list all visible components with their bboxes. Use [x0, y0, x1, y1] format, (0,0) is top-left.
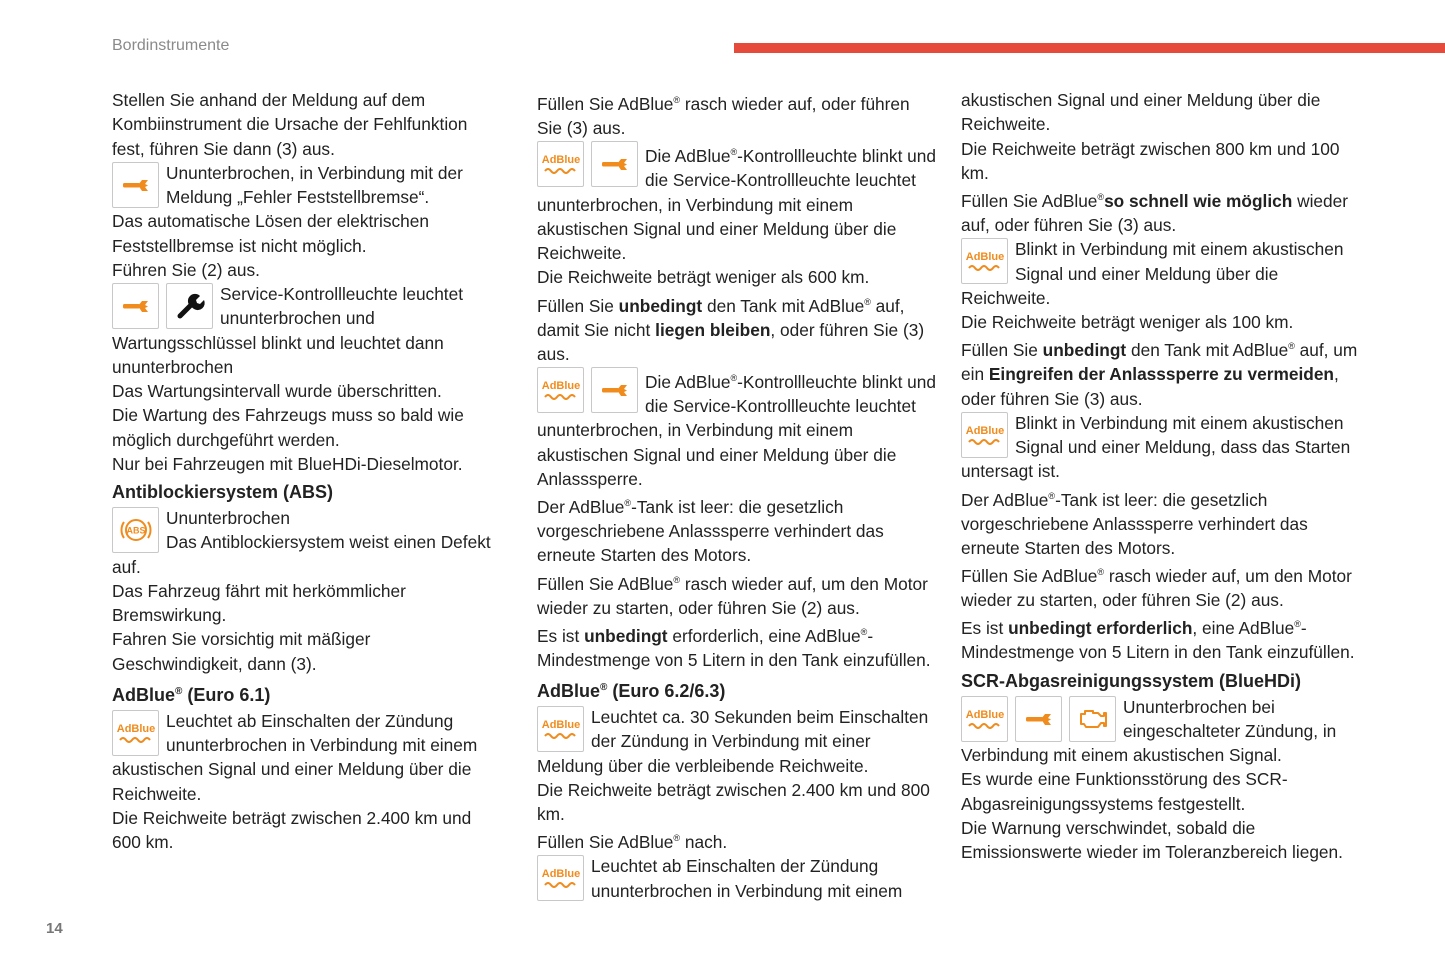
warning-icon-group: [112, 507, 159, 553]
paragraph: Das Wartungsintervall wurde überschritten.: [112, 381, 442, 401]
warning-icon-group: [961, 238, 1008, 284]
warning-icon-group: [961, 696, 1116, 742]
engine-warning-icon: [1069, 696, 1116, 742]
warning-icon-group: [112, 710, 159, 756]
service-wrench-orange-icon: [591, 141, 638, 187]
paragraph: Die AdBlue®-Kontrollleuchte blinkt und die Service-Kontrollleuchte leuchtet ununterbrochen, in Verbindung mit einem akustischen Signal und einer Meldung über die Anlasssperre.: [537, 371, 937, 489]
paragraph: Füllen Sie unbedingt den Tank mit AdBlue® auf, damit Sie nicht liegen bleiben, oder führen Sie (3) aus.: [537, 295, 925, 364]
adblue-warning-icon: [537, 141, 584, 187]
warning-icon-group: [537, 367, 638, 413]
paragraph: Nur bei Fahrzeugen mit BlueHDi-Dieselmotor.: [112, 453, 463, 474]
warning-icon-group: [961, 412, 1008, 458]
paragraph: Es wurde eine Funktionsstörung des SCR-Abgasreinigungssystems festgestellt.: [961, 769, 1288, 814]
paragraph: Füllen Sie AdBlue® rasch wieder auf, um den Motor wieder zu starten, oder führen Sie (2) aus.: [961, 565, 1352, 611]
paragraph: Die Reichweite beträgt zwischen 2.400 km und 600 km.: [112, 807, 472, 852]
warning-icon-group: [537, 141, 638, 187]
svg-text:AdBlue: AdBlue: [541, 154, 580, 167]
svg-text:AdBlue: AdBlue: [116, 722, 155, 735]
paragraph: Füllen Sie AdBlue®so schnell wie möglich wieder auf, oder führen Sie (3) aus.: [961, 190, 1349, 236]
paragraph: Blinkt in Verbindung mit einem akustischen Signal und einer Meldung über die Reichweite.: [961, 239, 1344, 308]
svg-text:AdBlue: AdBlue: [965, 251, 1004, 264]
paragraph: Ununterbrochen bei eingeschalteter Zündung, in Verbindung mit einem akustischen Signal.: [961, 696, 1337, 766]
warning-icon-group: [537, 706, 584, 752]
paragraph: Die Reichweite beträgt weniger als 600 km.: [537, 267, 870, 288]
header-accent-bar: [734, 43, 1445, 53]
adblue-warning-icon: [112, 710, 159, 756]
svg-text:AdBlue: AdBlue: [541, 868, 580, 881]
adblue-warning-icon: [537, 367, 584, 413]
column-3: [961, 88, 1366, 864]
service-wrench-orange-icon: [112, 162, 159, 208]
paragraph: Fahren Sie vorsichtig mit mäßiger Geschwindigkeit, dann (3).: [112, 629, 371, 674]
paragraph: Leuchtet ab Einschalten der Zündung ununterbrochen in Verbindung mit einem: [591, 856, 903, 901]
paragraph: Die Wartung des Fahrzeugs muss so bald wie möglich durchgeführt werden.: [112, 405, 464, 450]
paragraph: Die Reichweite beträgt weniger als 100 km.: [961, 312, 1294, 333]
warning-icon-group: [112, 283, 213, 329]
paragraph: Leuchtet ca. 30 Sekunden beim Einschalten der Zündung in Verbindung mit einer Meldung über die verbleibende Reichweite.: [537, 707, 929, 776]
service-wrench-orange-icon: [1015, 696, 1062, 742]
paragraph: Füllen Sie AdBlue® rasch wieder auf, oder führen Sie (3) aus.: [537, 93, 910, 139]
paragraph: Das Antiblockiersystem weist einen Defekt auf.: [112, 532, 491, 577]
warning-icon-group: [537, 855, 584, 901]
paragraph: Das automatische Lösen der elektrischen Feststellbremse ist nicht möglich.: [112, 211, 429, 256]
adblue-warning-icon: [961, 412, 1008, 458]
maintenance-spanner-icon: [166, 283, 213, 329]
abs-icon-label: ABS: [125, 525, 146, 536]
paragraph: Die Reichweite beträgt zwischen 2.400 km und 800 km.: [537, 779, 930, 825]
column-2: [537, 88, 937, 903]
column-1: [112, 88, 502, 854]
paragraph: Der AdBlue®-Tank ist leer: die gesetzlich vorgeschriebene Anlasssperre verhindert das erneute Starten des Motors.: [537, 496, 884, 566]
paragraph: Die Warnung verschwindet, sobald die Emissionswerte wieder im Toleranzbereich liegen.: [961, 817, 1343, 863]
paragraph: Der AdBlue®-Tank ist leer: die gesetzlich vorgeschriebene Anlasssperre verhindert das erneute Starten des Motors.: [961, 489, 1308, 558]
adblue-warning-icon: [537, 706, 584, 752]
section-heading-abs: Antiblockiersystem (ABS): [112, 482, 334, 502]
page-header-title: Bordinstrumente: [112, 37, 230, 54]
paragraph: Führen Sie (2) aus.: [112, 259, 260, 280]
paragraph: akustischen Signal und einer Meldung über die Reichweite.: [961, 90, 1321, 135]
service-wrench-orange-icon: [591, 367, 638, 413]
svg-text:AdBlue: AdBlue: [541, 719, 580, 732]
paragraph: Blinkt in Verbindung mit einem akustischen Signal und einer Meldung, dass das Starten untersagt ist.: [961, 412, 1351, 482]
section-heading-scr: SCR-Abgasreinigungssystem (BlueHDi): [961, 670, 1302, 691]
abs-warning-icon: [112, 507, 159, 553]
adblue-warning-icon: [961, 696, 1008, 742]
section-heading-adblue-euro62: AdBlue® (Euro 6.2/6.3): [537, 681, 726, 702]
paragraph: Füllen Sie unbedingt den Tank mit AdBlue® auf, um ein Eingreifen der Anlasssperre zu vermeiden, oder führen Sie (3) aus.: [961, 340, 1358, 409]
warning-icon-group: [112, 162, 159, 208]
svg-text:AdBlue: AdBlue: [965, 708, 1004, 721]
svg-text:AdBlue: AdBlue: [541, 380, 580, 393]
paragraph: Füllen Sie AdBlue® rasch wieder auf, um den Motor wieder zu starten, oder führen Sie (2) aus.: [537, 573, 928, 618]
paragraph: Das Fahrzeug fährt mit herkömmlicher Bremswirkung.: [112, 580, 406, 625]
paragraph: Füllen Sie AdBlue® nach.: [537, 832, 728, 853]
paragraph: Service-Kontrollleuchte leuchtet ununterbrochen und Wartungsschlüssel blinkt und leuchtet dann ununterbrochen: [112, 284, 464, 377]
paragraph: Die AdBlue®-Kontrollleuchte blinkt und die Service-Kontrollleuchte leuchtet ununterbrochen, in Verbindung mit einem akustischen Signal und einer Meldung über die Reichweite.: [537, 146, 937, 264]
page-number: 14: [46, 920, 63, 937]
paragraph: Die Reichweite beträgt zwischen 800 km und 100 km.: [961, 138, 1340, 183]
paragraph: Es ist unbedingt erforderlich, eine AdBlue®-Mindestmenge von 5 Litern in den Tank einzufüllen.: [537, 625, 931, 670]
section-heading-adblue-euro61: AdBlue® (Euro 6.1): [112, 684, 271, 705]
adblue-warning-icon: [961, 238, 1008, 284]
paragraph: Stellen Sie anhand der Meldung auf dem Kombiinstrument die Ursache der Fehlfunktion fest, führen Sie dann (3) aus.: [112, 90, 468, 159]
paragraph: Ununterbrochen, in Verbindung mit der Meldung „Fehler Feststellbremse“.: [166, 162, 463, 207]
paragraph: Leuchtet ab Einschalten der Zündung ununterbrochen in Verbindung mit einem akustischen Signal und einer Meldung über die Reichweite.: [112, 710, 478, 804]
adblue-warning-icon: [537, 855, 584, 901]
paragraph: Es ist unbedingt erforderlich, eine AdBlue®-Mindestmenge von 5 Litern in den Tank einzufüllen.: [961, 618, 1355, 663]
svg-text:AdBlue: AdBlue: [965, 424, 1004, 437]
service-wrench-orange-icon: [112, 283, 159, 329]
paragraph: Ununterbrochen: [166, 508, 290, 528]
